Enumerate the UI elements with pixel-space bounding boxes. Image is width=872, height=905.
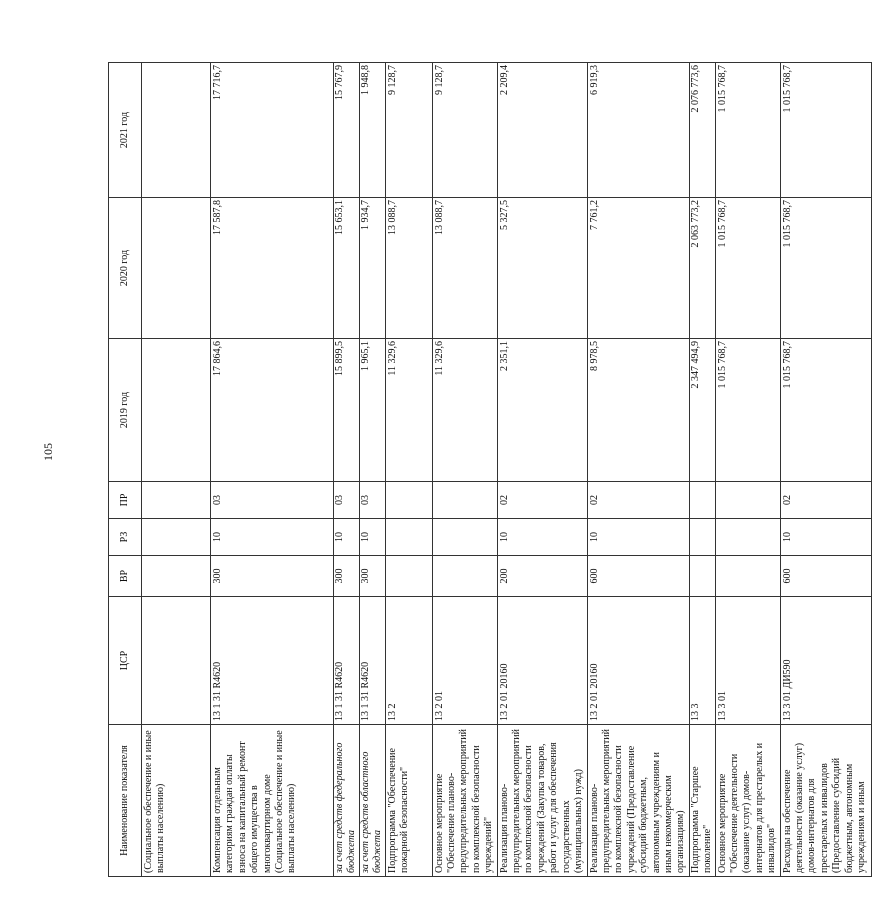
row-2021: 2 209,4 bbox=[497, 63, 587, 198]
row-2019: 11 329,6 bbox=[432, 339, 497, 482]
row-csr: 13 2 01 bbox=[432, 597, 497, 725]
row-rz bbox=[385, 519, 432, 556]
row-csr: 13 3 bbox=[689, 597, 715, 725]
row-2020: 1 934,7 bbox=[359, 198, 385, 339]
row-2021: 2 076 773,6 bbox=[689, 63, 715, 198]
header-row bbox=[109, 63, 142, 877]
row-2021: 15 767,9 bbox=[334, 63, 360, 198]
row-pr: 03 bbox=[334, 482, 360, 519]
row-name: Основное мероприятие "Обеспечение деятельности (оказание услуг) домов-интернатов для престарелых и инвалидов" bbox=[715, 725, 780, 877]
table-row bbox=[497, 63, 587, 877]
page-number: 105 bbox=[41, 443, 55, 461]
row-csr: 13 2 bbox=[385, 597, 432, 725]
row-pr: 03 bbox=[359, 482, 385, 519]
table-row bbox=[715, 63, 780, 877]
row-rz: 10 bbox=[334, 519, 360, 556]
row-2020: 1 015 768,7 bbox=[715, 198, 780, 339]
row-2021: 9 128,7 bbox=[432, 63, 497, 198]
row-vr: 600 bbox=[780, 556, 871, 597]
header-2021: 2021 год bbox=[109, 63, 142, 198]
row-csr: 13 2 01 20160 bbox=[497, 597, 587, 725]
row-rz bbox=[689, 519, 715, 556]
row-2019 bbox=[142, 339, 211, 482]
row-2020: 13 088,7 bbox=[385, 198, 432, 339]
budget-table bbox=[108, 62, 872, 877]
row-name: за счет средств областного бюджета bbox=[359, 725, 385, 877]
row-2021: 6 919,3 bbox=[587, 63, 689, 198]
row-2021: 1 015 768,7 bbox=[715, 63, 780, 198]
row-2020: 13 088,7 bbox=[432, 198, 497, 339]
row-2019: 1 015 768,7 bbox=[715, 339, 780, 482]
row-2021 bbox=[142, 63, 211, 198]
rotated-sheet bbox=[108, 63, 868, 877]
table-row bbox=[211, 63, 334, 877]
row-rz: 10 bbox=[359, 519, 385, 556]
header-2020: 2020 год bbox=[109, 198, 142, 339]
header-rz: РЗ bbox=[109, 519, 142, 556]
row-2020: 5 327,5 bbox=[497, 198, 587, 339]
row-2020 bbox=[142, 198, 211, 339]
row-name: Подпрограмма "Обеспечение пожарной безопасности" bbox=[385, 725, 432, 877]
row-2019: 2 351,1 bbox=[497, 339, 587, 482]
row-csr: 13 3 01 bbox=[715, 597, 780, 725]
row-rz: 10 bbox=[780, 519, 871, 556]
row-name: Расходы на обеспечение деятельности (оказание услуг) домов-интернатов для престарелых и инвалидов (Предоставление субсидий бюджетным, автономным учреждениям и иным bbox=[780, 725, 871, 877]
row-2019: 8 978,5 bbox=[587, 339, 689, 482]
row-vr: 600 bbox=[587, 556, 689, 597]
row-vr: 300 bbox=[211, 556, 334, 597]
row-name: Компенсация отдельным категориям граждан оплаты взноса на капитальный ремонт общего имущества в многоквартирном доме (Социальное обеспечение и иные выплаты населению) bbox=[211, 725, 334, 877]
row-pr bbox=[432, 482, 497, 519]
header-pr: ПР bbox=[109, 482, 142, 519]
row-csr bbox=[142, 597, 211, 725]
row-2019: 11 329,6 bbox=[385, 339, 432, 482]
row-pr bbox=[715, 482, 780, 519]
row-pr bbox=[689, 482, 715, 519]
row-vr bbox=[432, 556, 497, 597]
table-row bbox=[689, 63, 715, 877]
header-name: Наименование показателя bbox=[109, 725, 142, 877]
row-csr: 13 1 31 R4620 bbox=[359, 597, 385, 725]
row-rz: 10 bbox=[587, 519, 689, 556]
row-2020: 2 063 773,2 bbox=[689, 198, 715, 339]
row-vr bbox=[385, 556, 432, 597]
row-csr: 13 2 01 20160 bbox=[587, 597, 689, 725]
row-rz bbox=[432, 519, 497, 556]
row-2021: 9 128,7 bbox=[385, 63, 432, 198]
row-vr: 300 bbox=[334, 556, 360, 597]
row-2020: 1 015 768,7 bbox=[780, 198, 871, 339]
row-vr: 200 bbox=[497, 556, 587, 597]
table-row bbox=[334, 63, 360, 877]
header-csr: ЦСР bbox=[109, 597, 142, 725]
row-pr: 02 bbox=[497, 482, 587, 519]
table-row bbox=[142, 63, 211, 877]
row-name: (Социальное обеспечение и иные выплаты населению) bbox=[142, 725, 211, 877]
row-2019: 2 347 494,9 bbox=[689, 339, 715, 482]
row-2019: 1 965,1 bbox=[359, 339, 385, 482]
row-rz: 10 bbox=[497, 519, 587, 556]
table-row bbox=[385, 63, 432, 877]
row-name: Реализация планово-предупредительных мероприятий по комплексной безопасности учреждений (Закупка товаров, работ и услуг для обеспечения государственных (муниципальных) нужд) bbox=[497, 725, 587, 877]
row-name: за счет средств федерального бюджета bbox=[334, 725, 360, 877]
row-2021: 17 716,7 bbox=[211, 63, 334, 198]
row-2021: 1 948,8 bbox=[359, 63, 385, 198]
row-rz bbox=[715, 519, 780, 556]
row-name: Подпрограмма "Старшее поколение" bbox=[689, 725, 715, 877]
row-name: Реализация планово-предупредительных мероприятий по комплексной безопасности учреждений (Предоставление субсидий бюджетным, автономным учреждениям и иным некоммерческим организациям) bbox=[587, 725, 689, 877]
row-2019: 17 864,6 bbox=[211, 339, 334, 482]
table-viewport bbox=[108, 63, 868, 877]
row-vr bbox=[689, 556, 715, 597]
table-row bbox=[432, 63, 497, 877]
table-row bbox=[587, 63, 689, 877]
row-2019: 1 015 768,7 bbox=[780, 339, 871, 482]
row-name: Основное мероприятие "Обеспечение планово-предупредительных мероприятий по комплексной безопасности учреждений" bbox=[432, 725, 497, 877]
row-csr: 13 1 31 R4620 bbox=[334, 597, 360, 725]
row-pr: 02 bbox=[780, 482, 871, 519]
row-2020: 17 587,8 bbox=[211, 198, 334, 339]
row-2021: 1 015 768,7 bbox=[780, 63, 871, 198]
row-csr: 13 1 31 R4620 bbox=[211, 597, 334, 725]
row-2019: 15 899,5 bbox=[334, 339, 360, 482]
row-pr: 03 bbox=[211, 482, 334, 519]
table-row bbox=[780, 63, 871, 877]
header-2019: 2019 год bbox=[109, 339, 142, 482]
row-vr bbox=[142, 556, 211, 597]
table-row bbox=[359, 63, 385, 877]
row-csr: 13 3 01 ДИ590 bbox=[780, 597, 871, 725]
row-vr bbox=[715, 556, 780, 597]
row-pr bbox=[142, 482, 211, 519]
row-2020: 15 653,1 bbox=[334, 198, 360, 339]
row-2020: 7 761,2 bbox=[587, 198, 689, 339]
header-vr: ВР bbox=[109, 556, 142, 597]
row-pr: 02 bbox=[587, 482, 689, 519]
row-rz: 10 bbox=[211, 519, 334, 556]
row-vr: 300 bbox=[359, 556, 385, 597]
row-rz bbox=[142, 519, 211, 556]
row-pr bbox=[385, 482, 432, 519]
